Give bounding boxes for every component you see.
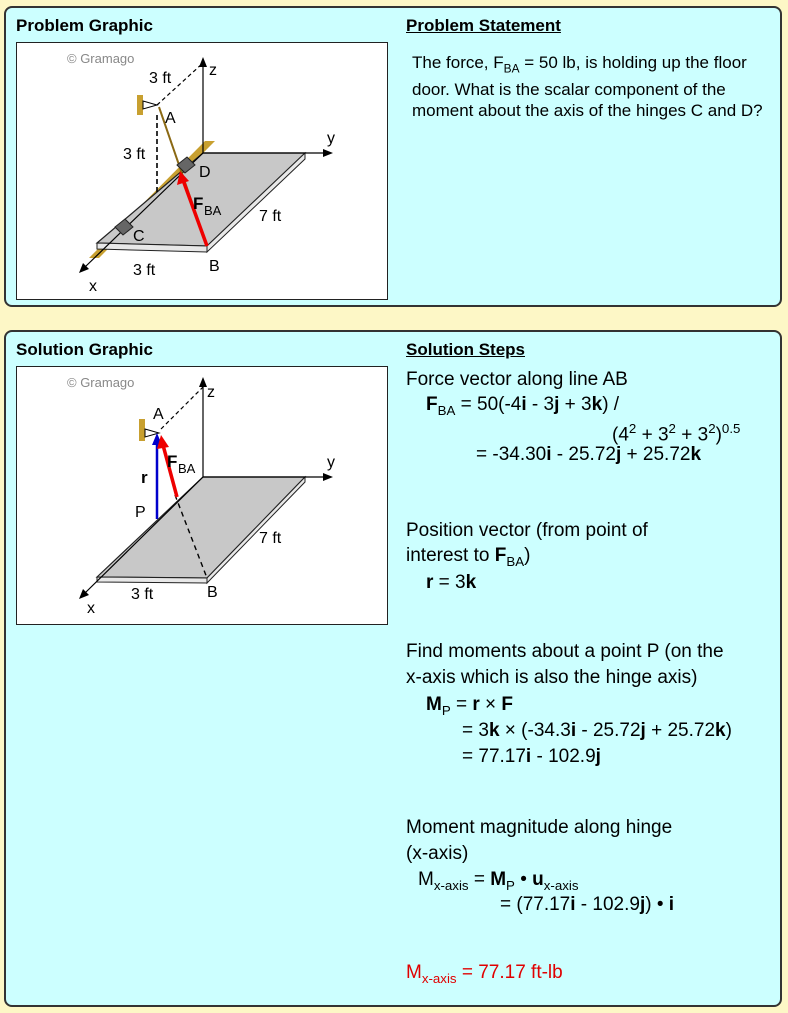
label-force: F <box>193 194 204 213</box>
step4-u-sub: x-axis <box>543 877 579 893</box>
answer-sub: x-axis <box>421 970 457 986</box>
s3l3-j: j <box>595 746 601 767</box>
s3l2-j: j <box>640 720 646 741</box>
s3l2-i: i <box>570 720 577 741</box>
solution-graphic-title: Solution Graphic <box>16 340 153 359</box>
sol-door-edge <box>97 577 207 583</box>
step2-eq-text: = 3 <box>433 572 466 593</box>
s3l2-a: = 3 <box>462 720 489 741</box>
den-sup4: 0.5 <box>721 421 741 436</box>
step3-eq-text: = <box>450 694 473 715</box>
sol-label-B: B <box>207 584 218 601</box>
s3l2-k1: k <box>488 720 500 741</box>
label-z: z <box>209 62 217 79</box>
solution-diagram <box>17 367 387 624</box>
step1-eq-d: ) / <box>602 394 620 415</box>
den-sup1: 2 <box>628 421 637 436</box>
step3-title-a: Find moments about a point P (on the <box>406 641 724 662</box>
label-dim-height: 3 ft <box>123 146 146 163</box>
s3l3-a: = 77.17 <box>462 746 526 767</box>
label-y: y <box>327 130 335 147</box>
sol-bracket-A <box>139 419 145 441</box>
s4l2-j: j <box>639 894 646 915</box>
res-c: + 25.72 <box>621 444 691 465</box>
step3-M-sub: P <box>441 702 451 718</box>
sol-label-A: A <box>153 406 164 423</box>
step3-M: M <box>426 694 442 715</box>
step1-i: i <box>521 394 527 415</box>
step1-eq-c: + 3 <box>559 394 592 415</box>
s4l2-b: - 102.9 <box>575 894 640 915</box>
step1-lhs-sub: BA <box>437 402 456 418</box>
step3-cross: × <box>479 694 502 715</box>
step4-MP-sub: P <box>506 877 515 893</box>
label-B: B <box>209 258 220 275</box>
step4-u: u <box>532 869 544 890</box>
den-b: + 3 <box>636 424 669 446</box>
sol-label-dim-length: 7 ft <box>259 530 282 547</box>
statement-rest: = 50 lb, is holding up the floor door. What is the scalar component of the moment about the axis of the hinges C and D? <box>412 53 763 121</box>
s4l2-a: = (77.17 <box>500 894 571 915</box>
step2-title-b <box>406 544 530 574</box>
step4-title-a: Moment magnitude along hinge <box>406 817 673 838</box>
sol-label-dim-width: 3 ft <box>131 586 154 603</box>
den-a: (4 <box>612 424 629 446</box>
problem-panel <box>4 6 782 307</box>
label-dim-top: 3 ft <box>149 70 172 87</box>
solution-panel <box>4 330 782 1007</box>
step2-r: r <box>426 572 434 593</box>
copyright: © Gramago <box>67 51 135 66</box>
step4-line2 <box>500 893 674 917</box>
den-sup3: 2 <box>708 421 716 436</box>
s3l2-c: - 25.72 <box>576 720 641 741</box>
label-dim-length: 7 ft <box>259 208 282 225</box>
step1-k: k <box>591 394 603 415</box>
res-i: i <box>546 444 552 465</box>
s3l2-e: ) <box>725 720 732 741</box>
answer-value: = 77.17 ft-lb <box>456 962 563 983</box>
step3-title-b: x-axis which is also the hinge axis) <box>406 667 698 688</box>
step1-j: j <box>554 394 560 415</box>
problem-statement <box>412 52 772 121</box>
label-dim-width: 3 ft <box>133 262 156 279</box>
step1-eq <box>426 393 619 423</box>
sol-label-x: x <box>87 600 95 617</box>
bracket-A <box>137 95 143 115</box>
step3-F: F <box>501 694 514 715</box>
s4l2-i: i <box>570 894 576 915</box>
sol-label-force-sub: BA <box>178 461 196 476</box>
sol-label-r: r <box>141 468 148 487</box>
step4-dot: • <box>514 869 533 890</box>
bracket-A-hook <box>143 101 157 109</box>
solution-figure <box>16 366 388 625</box>
statement-text: The force, F <box>412 53 504 72</box>
answer-M: M <box>406 962 422 983</box>
res-a: = -34.30 <box>476 444 547 465</box>
s3l3-i: i <box>525 746 532 767</box>
s4l2-i2: i <box>668 894 675 915</box>
step1-result <box>476 443 701 467</box>
step2-eq <box>426 571 476 595</box>
step2-k: k <box>465 572 477 593</box>
step2-F: F <box>494 545 507 566</box>
step4-M-sub: x-axis <box>433 877 469 893</box>
step4-title-b: (x-axis) <box>406 843 469 864</box>
label-D: D <box>199 164 211 181</box>
sol-copyright: © Gramago <box>67 375 135 390</box>
s3l2-k2: k <box>715 720 726 741</box>
step1-eq-a: = 50(-4 <box>455 394 522 415</box>
res-j: j <box>615 444 622 465</box>
step1-lhs: F <box>426 394 438 415</box>
sol-label-force: F <box>167 452 178 471</box>
step2-title-a: Position vector (from point of <box>406 520 648 541</box>
label-force-sub: BA <box>204 203 222 218</box>
step3-line2 <box>462 719 732 743</box>
step2-close: ) <box>524 545 531 566</box>
label-C: C <box>133 228 145 245</box>
step4-M: M <box>418 869 434 890</box>
s3l2-b: × (-34.3 <box>499 720 571 741</box>
final-answer <box>406 961 563 991</box>
sol-label-z: z <box>207 384 215 401</box>
res-k: k <box>690 444 702 465</box>
step2-F-sub: BA <box>506 553 525 569</box>
problem-figure <box>16 42 388 300</box>
sol-dash-top <box>161 387 203 429</box>
step3-line3 <box>462 745 601 769</box>
label-x: x <box>89 278 97 295</box>
statement-sub: BA <box>503 61 520 76</box>
step4-MP: M <box>490 869 507 890</box>
label-A: A <box>165 110 176 127</box>
step3-r: r <box>472 694 480 715</box>
s3l2-d: + 25.72 <box>645 720 716 741</box>
step1-eq-b: - 3 <box>526 394 555 415</box>
s4l2-c: ) • <box>645 894 669 915</box>
solution-steps-title: Solution Steps <box>406 340 525 359</box>
sol-label-y: y <box>327 454 335 471</box>
den-sup2: 2 <box>668 421 676 436</box>
step2-title-b-text: interest to <box>406 545 495 566</box>
sol-z-arrow <box>199 377 207 387</box>
s3l3-b: - 102.9 <box>531 746 596 767</box>
den-c: + 3 <box>675 424 709 446</box>
y-arrow <box>323 149 333 157</box>
sol-y-arrow <box>323 473 333 481</box>
step1-title: Force vector along line AB <box>406 369 628 390</box>
step4-eq-text: = <box>468 869 491 890</box>
sol-label-P: P <box>135 504 146 521</box>
problem-diagram <box>17 43 387 299</box>
res-b: - 25.72 <box>551 444 616 465</box>
problem-statement-title: Problem Statement <box>406 16 561 35</box>
problem-graphic-title: Problem Graphic <box>16 16 153 35</box>
den-d: ) <box>715 424 722 446</box>
